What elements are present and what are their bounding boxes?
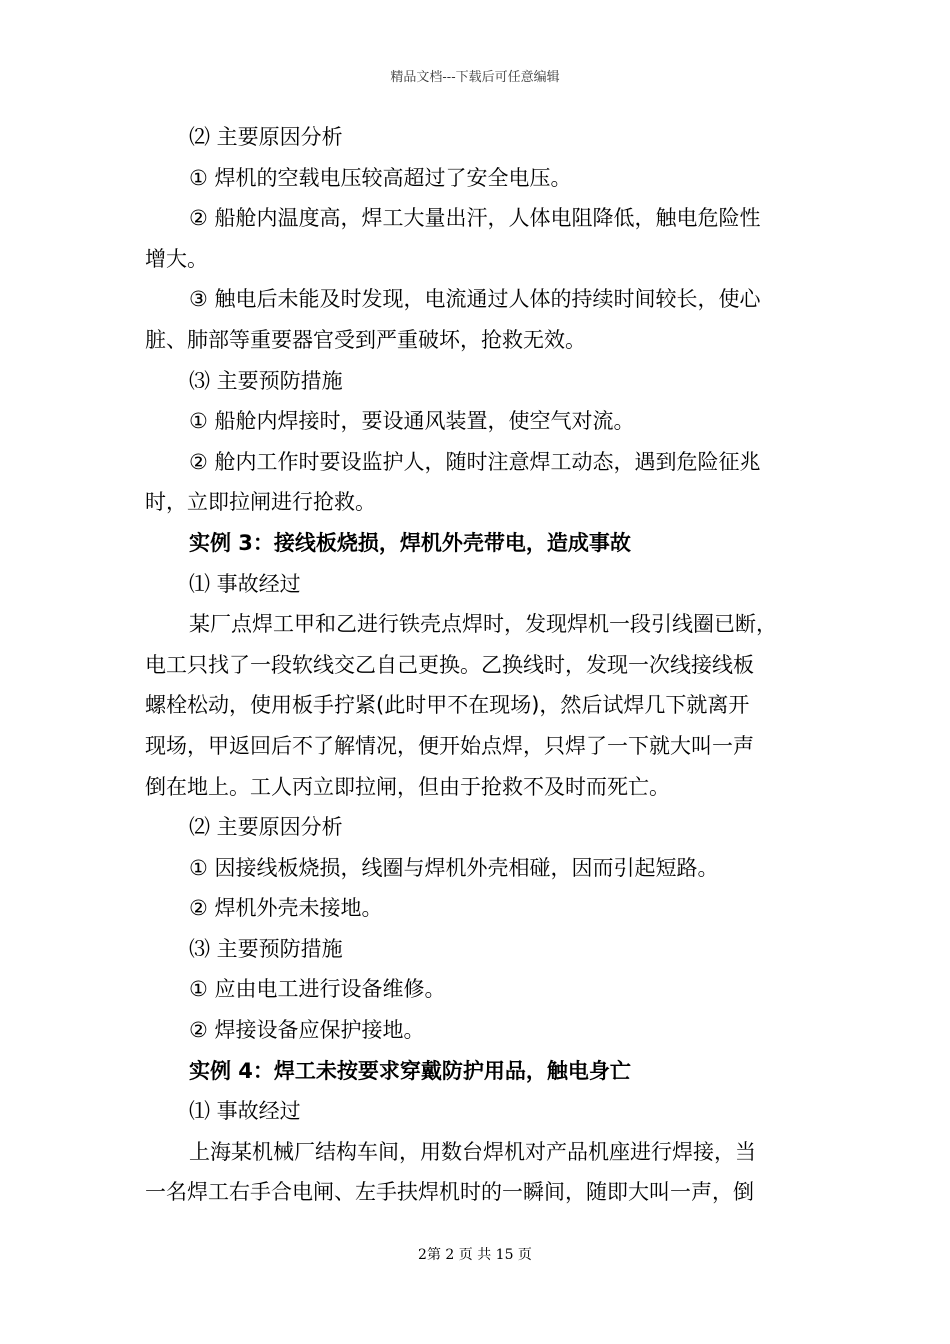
section-heading: ⑵ 主要原因分析 — [189, 125, 343, 149]
paragraph-line: 倒在地上。工人丙立即拉闸，但由于抢救不及时而死亡。 — [145, 774, 670, 799]
section-heading: ⑶ 主要预防措施 — [189, 368, 343, 393]
paragraph-line: ③ 触电后未能及时发现，电流通过人体的持续时间较长，使心 — [189, 287, 761, 312]
paragraph-line: 时，立即拉闸进行抢救。 — [145, 490, 376, 515]
paragraph-line: 电工只找了一段软线交乙自己更换。乙换线时，发现一次线接线板 — [145, 652, 754, 677]
paragraph-line: 脏、肺部等重要器官受到严重破坏，抢救无效。 — [145, 327, 586, 352]
section-heading: ⑴ 事故经过 — [189, 571, 301, 596]
page-header: 精品文档---下载后可任意编辑 — [390, 70, 560, 85]
document-body — [145, 117, 810, 1213]
paragraph-line: ② 焊接设备应保护接地。 — [189, 1018, 425, 1043]
paragraph-line: 某厂点焊工甲和乙进行铁壳点焊时，发现焊机一段引线圈已断， — [189, 612, 777, 637]
paragraph-line: 现场，甲返回后不了解情况，便开始点焊，只焊了一下就大叫一声 — [145, 733, 754, 758]
paragraph-line: 上海某机械厂结构车间，用数台焊机对产品机座进行焊接，当 — [189, 1139, 756, 1164]
paragraph-line: 增大。 — [145, 246, 208, 271]
section-heading: ⑴ 事故经过 — [189, 1099, 301, 1124]
paragraph-line: 一名焊工右手合电闸、左手扶焊机时的一瞬间，随即大叫一声，倒 — [145, 1180, 754, 1205]
paragraph-line: ② 船舱内温度高，焊工大量出汗，人体电阻降低，触电危险性 — [189, 206, 761, 231]
case-title: 实例 3：接线板烧损，焊机外壳带电，造成事故 — [189, 530, 631, 555]
paragraph-line: ① 应由电工进行设备维修。 — [189, 977, 446, 1002]
paragraph-line: ② 焊机外壳未接地。 — [189, 896, 383, 921]
paragraph-line: ① 船舱内焊接时，要设通风装置，使空气对流。 — [189, 409, 635, 434]
paragraph-line: 螺栓松动，使用板手拧紧(此时甲不在现场)，然后试焊几下就离开 — [145, 693, 750, 718]
case-title: 实例 4：焊工未按要求穿戴防护用品，触电身亡 — [189, 1058, 631, 1083]
section-heading: ⑵ 主要原因分析 — [189, 815, 343, 840]
paragraph-line: ② 舱内工作时要设监护人，随时注意焊工动态，遇到危险征兆 — [189, 449, 761, 474]
section-heading: ⑶ 主要预防措施 — [189, 936, 343, 961]
paragraph-line: ① 焊机的空载电压较高超过了安全电压。 — [189, 165, 572, 190]
paragraph-line: ① 因接线板烧损，线圈与焊机外壳相碰，因而引起短路。 — [189, 855, 719, 880]
page-footer: 2第 2 页 共 15 页 — [418, 1247, 532, 1263]
